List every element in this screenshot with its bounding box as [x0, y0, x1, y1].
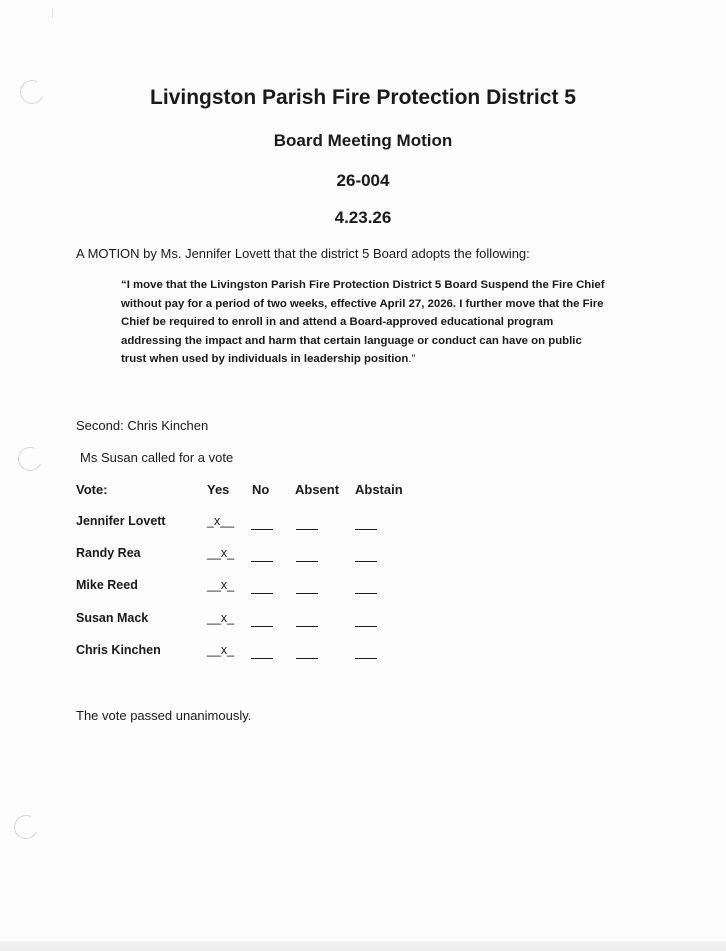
member-name: Jennifer Lovett — [76, 514, 166, 528]
absent-blank — [296, 561, 318, 562]
absent-blank — [296, 529, 318, 530]
yes-mark: __x_ — [207, 578, 235, 592]
motion-quote-body: “I move that the Livingston Parish Fire Protection District 5 Board Suspend the Fire Chief without pay for a period of two weeks, effective April 27, 2026. I further move that the Fire Chief be required to enroll in and attend a Board-approved educational program addressing the impact and harm that certain language or conduct can have on public trust when used by individuals in leadership position — [121, 279, 605, 366]
punch-hole-middle — [15, 444, 46, 475]
member-name: Randy Rea — [76, 546, 141, 560]
member-name: Chris Kinchen — [76, 643, 161, 657]
second-line: Second: Chris Kinchen — [76, 418, 209, 433]
vote-row — [0, 578, 726, 598]
no-blank — [251, 658, 273, 659]
vote-row — [0, 514, 726, 534]
motion-intro: A MOTION by Ms. Jennifer Lovett that the district 5 Board adopts the following: — [76, 246, 530, 261]
scan-mark — [52, 8, 56, 18]
vote-result: The vote passed unanimously. — [76, 708, 252, 723]
motion-quote — [121, 276, 607, 369]
vote-row — [0, 643, 726, 663]
motion-date: 4.23.26 — [334, 208, 392, 227]
no-blank — [251, 626, 273, 627]
abstain-blank — [355, 561, 377, 562]
vote-called-line: Ms Susan called for a vote — [80, 450, 234, 465]
motion-number: 26-004 — [336, 171, 390, 190]
abstain-blank — [355, 626, 377, 627]
yes-mark: __x_ — [207, 643, 235, 657]
vote-label-header: Vote: — [76, 482, 108, 497]
yes-mark: __x_ — [207, 611, 235, 625]
abstain-blank — [355, 658, 377, 659]
yes-mark: _x__ — [207, 514, 235, 528]
vote-row — [0, 546, 726, 566]
absent-blank — [296, 626, 318, 627]
yes-mark: __x_ — [207, 546, 235, 560]
abstain-blank — [355, 529, 377, 530]
no-blank — [251, 561, 273, 562]
no-column-header: No — [252, 482, 270, 497]
vote-row — [0, 611, 726, 631]
absent-blank — [296, 658, 318, 659]
no-blank — [251, 529, 273, 530]
motion-quote-end: .” — [408, 353, 416, 366]
abstain-column-header: Abstain — [355, 482, 403, 497]
absent-blank — [296, 593, 318, 594]
no-blank — [251, 593, 273, 594]
punch-hole-bottom — [11, 812, 42, 843]
member-name: Susan Mack — [76, 611, 149, 625]
member-name: Mike Reed — [76, 578, 138, 592]
absent-column-header: Absent — [295, 482, 340, 497]
abstain-blank — [355, 593, 377, 594]
yes-column-header: Yes — [207, 482, 230, 497]
page-bottom-edge — [0, 941, 726, 951]
document-subtitle: Board Meeting Motion — [273, 131, 453, 150]
document-title: Livingston Parish Fire Protection District 5 — [150, 86, 576, 109]
